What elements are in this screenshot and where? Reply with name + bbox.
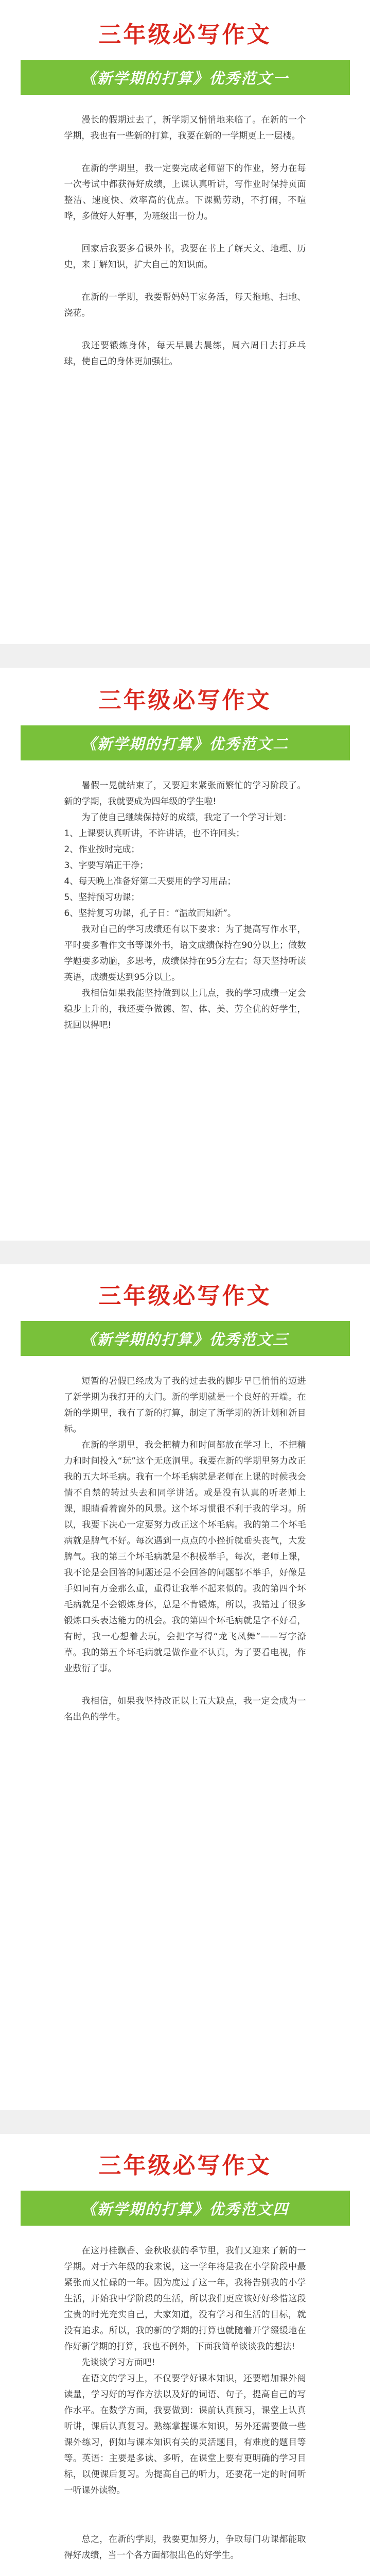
paragraph: 回家后我要多看课外书，我要在书上了解天文、地理、历史，来丁解知识，扩大自己的知识面。 [64, 244, 306, 270]
paragraph: 暑假一晃就结束了，又要迎来紧张而繁忙的学习阶段了。新的学期，我就要成为四年级的学生啦! [64, 781, 306, 807]
paragraph: 我还要锻炼身体，每天早晨去晨练，周六周日去打乒乓球，使自己的身体更加强壮。 [64, 341, 306, 367]
section-title: 三年级必写作文 [98, 1283, 272, 1309]
section-banner: 《新学期的打算》优秀范文三 [21, 1321, 350, 1356]
article-section-4 [0, 2150, 370, 2576]
article-body [64, 1374, 306, 1725]
paragraph: 我对自己的学习成绩还有以下要求：为了提高写作水平，平时要多看作文书等课外书，语文成绩保持在90分以上；做数学题要多动脑，多思考，成绩保持在95分左右；每天坚持听读英语，成绩要达到95分以上。 [64, 924, 306, 982]
plan-item: 3、字要写端正干净； [64, 860, 149, 871]
section-title: 三年级必写作文 [98, 22, 272, 48]
paragraph: 在语文的学习上，不仅要学好课本知识，还要增加课外阅读量，学习好的写作方法以及好的词语、句子，提高自己的写作水平。在数学方面，我要做到：课前认真预习，课堂上认真听讲，课后认真复习。熟练掌握课本知识，另外还需要做一些课外练习，例如与课本知识有关的灵活题目，有难度的题目等等。英语：主要是多读、多听，在课堂上要有更明确的学习目标，以便课后复习。为提高自己的听力，还要花一定的时间听一听课外读物。 [64, 2374, 306, 2496]
article-body [64, 778, 306, 1033]
paragraph: 为了使自己继续保持好的成绩，我定了一个学习计划： [81, 812, 292, 823]
section-divider [0, 644, 370, 668]
plan-item: 5、坚持预习功课； [64, 892, 140, 903]
article-body [64, 2243, 306, 2564]
paragraph: 总之，在新的学期，我要更加努力，争取每门功课都能取得好成绩，当一个各方面都很出色的好学生。 [64, 2534, 306, 2561]
paragraph: 在新的学期里，我一定要完成老师留下的作业，努力在每一次考试中都获得好成绩，上课认真听讲，写作业时保持页面整洁、速度快、效率高的优点。下课勤劳动，不打闹，不喧哗，多做好人好事，为班级出一份力。 [64, 163, 306, 222]
section-banner: 《新学期的打算》优秀范文一 [21, 60, 350, 95]
section-banner: 《新学期的打算》优秀范文四 [21, 2191, 350, 2226]
section-divider [0, 2110, 370, 2134]
paragraph: 在新的学期里，我会把精力和时间都放在学习上，不把精力和时间投入“玩”这个无底洞里。我要在新的学期里努力改正我的五大坏毛病。我有一个坏毛病就是老师在上课的时候我会情不自禁的转过头去和同学讲话。或是没有认真的听老师上课，眼睛看着窗外的风景。这个坏习惯很不利于我的学习。所以，我要下决心一定要努力改正这个坏毛病。我的第二个坏毛病就是脾气不好。每次遇到一点点的小挫折就垂头丧气，大发脾气。我的第三个坏毛病就是不积极举手，每次，老师上课，我不论是会回答的问题还是不会回答的问题都不举手，好像是手如同有万金那么重，重得让我举不起来似的。我的第四个坏毛病就是不会锻炼身体，总是不肯锻炼，所以，我错过了很多锻炼口头表达能力的机会。我的第四个坏毛病就是字不好看，有时，我一心想着去玩，会把字写得“龙飞凤舞”——写字潦草。我的第五个坏毛病就是做作业不认真，为了要看电视，作业敷衍了事。 [64, 1440, 306, 1674]
section-banner: 《新学期的打算》优秀范文二 [21, 725, 350, 760]
article-section-2 [0, 685, 370, 1033]
plan-item: 6、坚持复习功课，孔子日：“温故而知新”。 [64, 908, 236, 919]
paragraph: 我相信如果我能坚持做到以上几点，我的学习成绩一定会稳步上升的，我还要争做德、智、体、美、劳全优的好学生，抚回以得吧! [64, 988, 306, 1030]
paragraph: 我相信，如果我坚持改正以上五大缺点，我一定会成为一名出色的学生。 [64, 1696, 306, 1722]
article-body [64, 112, 306, 370]
paragraph: 在这丹桂飘香、金秋收获的季节里，我们又迎来了新的一学期。对于六年级的我来说，这一学年将是我在小学阶段中最紧张而又忙碌的一年。因为度过了这一年，我将告别我的小学生活，开始我中学阶段的生活，所以我们更应该好好珍惜这段宝贵的时光充实自己，大家知道，没有学习和生活的目标，就没有追求。所以，我的新的学期的打算也就随着开学缀缓地在作好新学期的打算，我也不例外，下面我简单谈谈我的想法! [64, 2246, 306, 2352]
paragraph: 漫长的假期过去了，新学期又悄悄地来临了。在新的一个学期，我也有一些新的打算，我要在新的一学期更上一层楼。 [64, 115, 306, 141]
plan-item: 2、作业按时完成； [64, 844, 140, 855]
article-section-1 [0, 20, 370, 386]
paragraph: 短暂的暑假已经成为了我的过去我的脚步早已悄悄的迈进了新学期为我打开的大门。新的学期就是一个良好的开端。在新的学期里，我有了新的打算，制定了新学期的新计划和新目标。 [64, 1376, 306, 1434]
section-title: 三年级必写作文 [98, 2153, 272, 2179]
paragraph: 在新的一学期，我要帮妈妈干家务活，每天拖地、扫地、浇花。 [64, 292, 306, 318]
plan-item: 4、每天晚上准备好第二天要用的学习用品； [64, 876, 236, 887]
paragraph: 先谈谈学习方面吧! [81, 2358, 155, 2368]
section-divider [0, 1241, 370, 1264]
section-title: 三年级必写作文 [98, 687, 272, 714]
article-section-3 [0, 1281, 370, 1742]
plan-item: 1、上课要认真听讲，不许讲话，也不许回头； [64, 828, 245, 839]
